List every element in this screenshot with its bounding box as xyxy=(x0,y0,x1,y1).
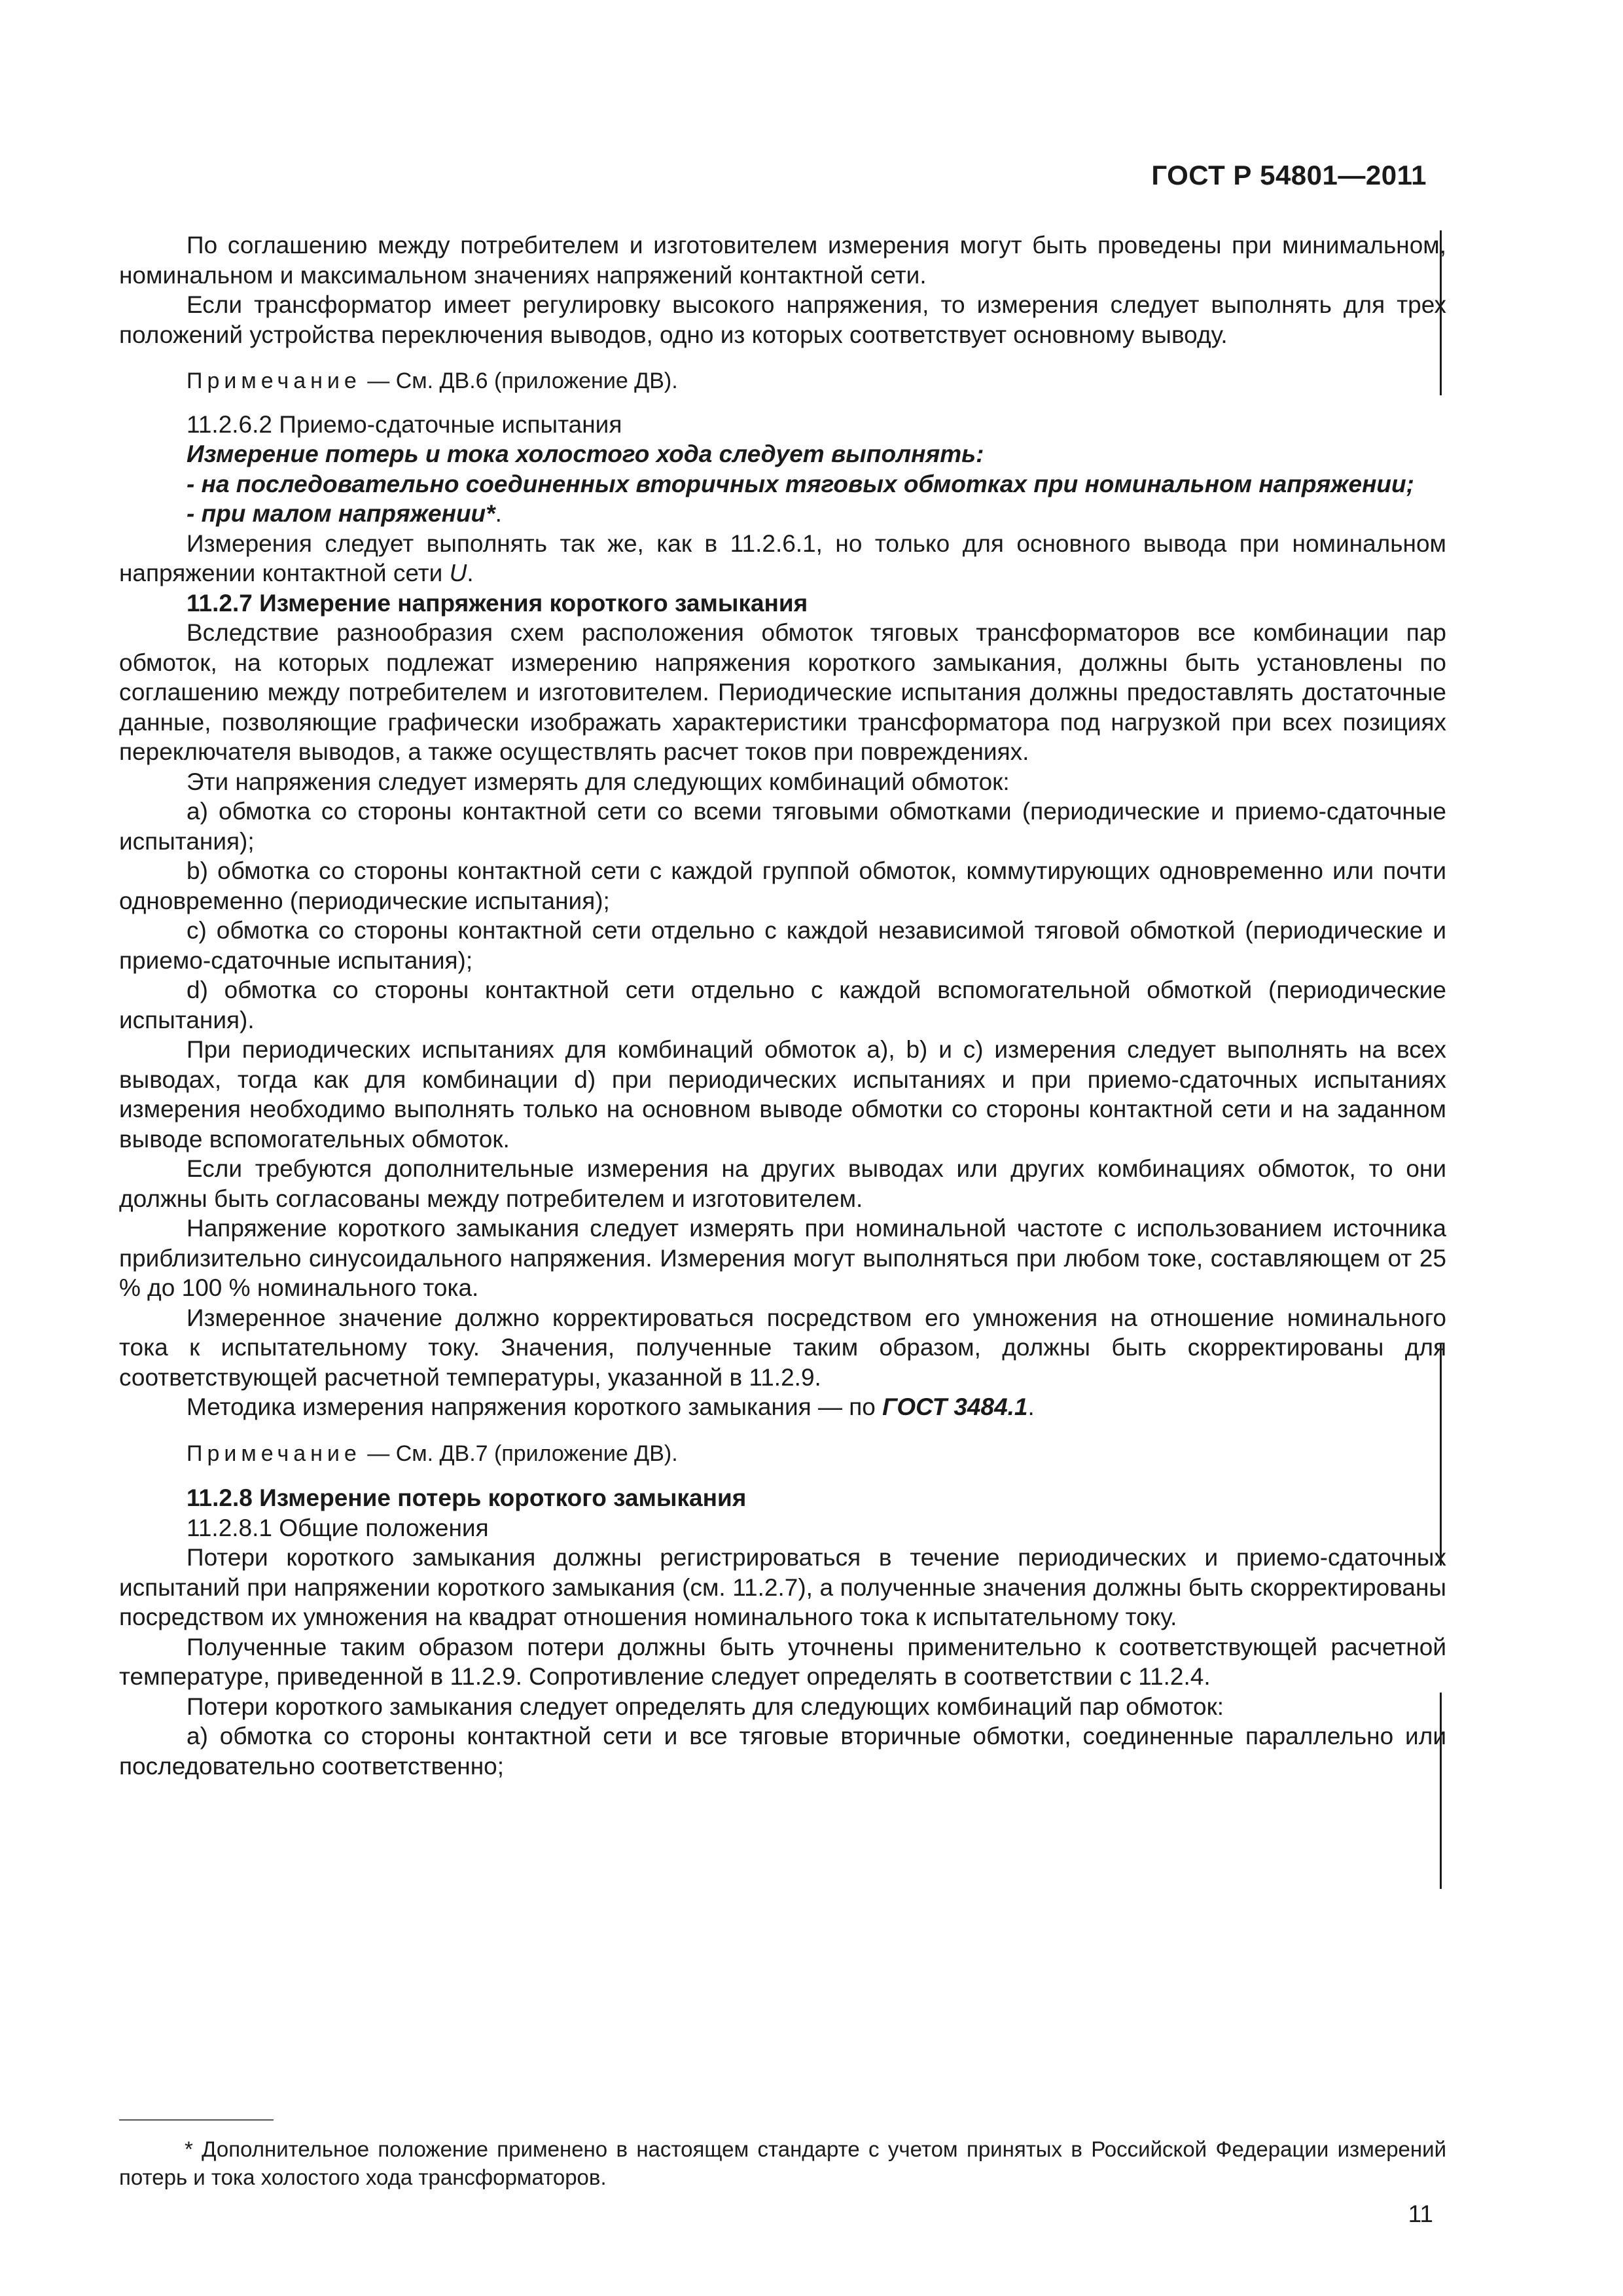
paragraph: По соглашению между потребителем и изготовителем измерения могут быть проведены при минимальном, номинальном и максимальном значениях напряжений контактной сети. xyxy=(119,232,1446,289)
paragraph: Если требуются дополнительные измерения на других выводах или других комбинациях обмоток, то они должны быть согласованы между потребителем и изготовителем. xyxy=(119,1155,1446,1212)
emphasis-text: - при малом напряжении* xyxy=(187,500,495,527)
paragraph: Измеренное значение должно корректироваться посредством его умножения на отношение номинального тока к испытательному току. Значения, полученные таким образом, должны быть скорректированы для соответствующей расчетной температуры, указанной в 11.2.9. xyxy=(119,1304,1446,1391)
paragraph: При периодических испытаниях для комбинаций обмоток а), b) и с) измерения следует выполнять на всех выводах, тогда как для комбинации d) при периодических испытаниях и при приемо-сдаточных испытаниях измерения необходимо выполнять только на основном выводе обмотки со стороны контактной сети и на заданном выводе вспомогательных обмоток. xyxy=(119,1036,1446,1153)
note xyxy=(119,367,1446,397)
emphasis-list-item xyxy=(119,499,1446,529)
note-text: — См. ДВ.7 (приложение ДВ). xyxy=(361,1441,678,1466)
note-label: Примечание xyxy=(187,1441,361,1466)
emphasis-list-item: - на последовательно соединенных вторичных тяговых обмотках при номинальном напряжении; xyxy=(187,470,1414,497)
paragraph-text: Измерения следует выполнять так же, как в 11.2.6.1, но только для основного вывода при номинальном напряжении контактной сети xyxy=(119,529,1446,586)
list-item: с) обмотка со стороны контактной сети отдельно с каждой независимой тяговой обмоткой (периодические и приемо-сдаточные испытания); xyxy=(119,917,1446,974)
paragraph: Напряжение короткого замыкания следует измерять при номинальной частоте с использованием источника приблизительно синусоидального напряжения. Измерения могут выполняться при любом токе, составляющем от 25 % до 100 % номинального тока. xyxy=(119,1215,1446,1301)
section-heading: 11.2.7 Измерение напряжения короткого замыкания xyxy=(187,589,808,617)
voltage-symbol: U xyxy=(449,560,467,586)
paragraph: Потери короткого замыкания следует определять для следующих комбинаций пар обмоток: xyxy=(187,1693,1224,1720)
document-number: ГОСТ Р 54801—2011 xyxy=(1151,160,1427,190)
paragraph: Полученные таким образом потери должны быть уточнены применительно к соответствующей расчетной температуре, приведенной в 11.2.9. Сопротивление следует определять в соответствии с 11.2.4. xyxy=(119,1633,1446,1690)
period: . xyxy=(1027,1393,1035,1420)
note-text: — См. ДВ.6 (приложение ДВ). xyxy=(361,368,678,393)
paragraph: Вследствие разнообразия схем расположения обмоток тяговых трансформаторов все комбинации пар обмоток, на которых подлежат измерению напряжения короткого замыкания, должны быть установлены по соглашению между потребителем и изготовителем. Периодические испытания должны предоставлять достаточные данные, позволяющие графически изображать характеристики трансформатора под нагрузкой при всех позициях переключателя выводов, а также осуществлять расчет токов при повреждениях. xyxy=(119,619,1446,765)
list-item: а) обмотка со стороны контактной сети и все тяговые вторичные обмотки, соединенные параллельно или последовательно соответственно; xyxy=(119,1723,1446,1780)
paragraph xyxy=(119,1392,1446,1422)
section-heading: 11.2.8 Измерение потерь короткого замыкания xyxy=(187,1484,747,1511)
gost-reference: ГОСТ 3484.1 xyxy=(882,1393,1028,1420)
list-item: d) обмотка со стороны контактной сети отдельно с каждой вспомогательной обмоткой (периодические испытания). xyxy=(119,977,1446,1033)
emphasis-paragraph: Измерение потерь и тока холостого хода следует выполнять: xyxy=(187,440,984,467)
paragraph-text: Методика измерения напряжения короткого замыкания — по xyxy=(187,1393,883,1420)
paragraph xyxy=(119,529,1446,588)
note-label: Примечание xyxy=(187,368,361,393)
body-text xyxy=(119,230,1446,1781)
subsection-heading: 11.2.6.2 Приемо-сдаточные испытания xyxy=(187,410,622,438)
footnote-divider xyxy=(119,2119,274,2121)
list-item: b) обмотка со стороны контактной сети с каждой группой обмоток, коммутирующих одновременно или почти одновременно (периодические испытания); xyxy=(119,857,1446,914)
list-item: а) обмотка со стороны контактной сети со всеми тяговыми обмотками (периодические и приемо-сдаточные испытания); xyxy=(119,798,1446,855)
period: . xyxy=(467,560,474,586)
subsection-heading: 11.2.8.1 Общие положения xyxy=(187,1514,489,1541)
footnote-text: * Дополнительное положение применено в настоящем стандарте с учетом принятых в Российской Федерации измерений потерь и тока холостого хода трансформаторов. xyxy=(119,2137,1446,2189)
note xyxy=(119,1439,1446,1469)
paragraph: Потери короткого замыкания должны регистрироваться в течение периодических и приемо-сдаточных испытаний при напряжении короткого замыкания (см. 11.2.7), а полученные значения должны быть скорректированы посредством их умножения на квадрат отношения номинального тока к испытательному току. xyxy=(119,1544,1446,1630)
paragraph: Эти напряжения следует измерять для следующих комбинаций обмоток: xyxy=(187,768,1010,795)
page-number: 11 xyxy=(1408,2200,1433,2227)
footnote xyxy=(119,2135,1446,2191)
paragraph: Если трансформатор имеет регулировку высокого напряжения, то измерения следует выполнять для трех положений устройства переключения выводов, одно из которых соответствует основному выводу. xyxy=(119,291,1446,348)
period: . xyxy=(495,500,502,527)
